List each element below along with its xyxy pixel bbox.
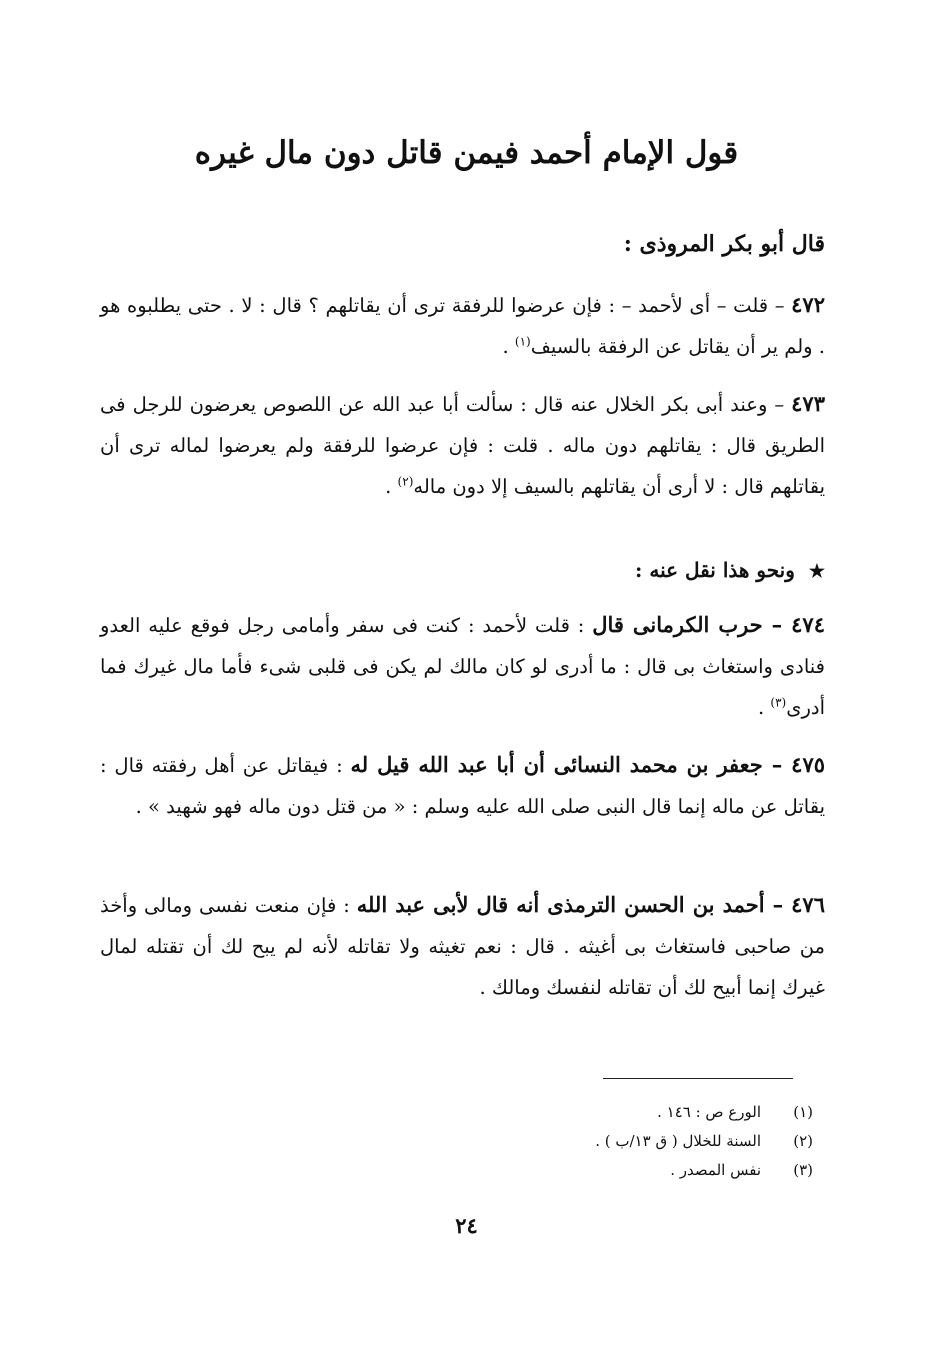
footnotes	[595, 1098, 813, 1185]
page-number: ٢٤	[455, 1213, 478, 1238]
note-line	[635, 550, 825, 592]
paragraph-472	[100, 284, 825, 367]
star-icon: ★	[808, 561, 825, 582]
paragraph-474	[100, 604, 825, 728]
paragraph-number: ٤٧٥	[791, 752, 826, 777]
footnote-mark: (١)	[793, 1103, 813, 1121]
paragraph-text: : فإن منعت نفسى ومالى وأخذ من صاحبى فاستغاث بى أغيثه . قال : نعم تغيثه ولا تقاتله لأنه لم يبح لك أن تقتله لمال غيرك إنما أبيح لك أن تقاتله لنفسك ومالك .	[100, 894, 825, 999]
footnote-ref: (٢)	[397, 474, 414, 489]
paragraph-475	[100, 744, 825, 827]
paragraph-number: ٤٧٣	[791, 391, 825, 416]
paragraph-lead: – جعفر بن محمد النسائى أن أبا عبد الله قيل له	[350, 752, 792, 777]
footnote-item	[595, 1098, 813, 1127]
footnote-mark: (٣)	[793, 1161, 813, 1179]
paragraph-476	[100, 884, 825, 1008]
paragraph-tail: .	[502, 335, 515, 358]
paragraph-tail: .	[385, 475, 398, 498]
paragraph-lead: – حرب الكرمانى قال	[592, 612, 792, 637]
footnote-ref: (٣)	[770, 695, 787, 710]
paragraph-number: ٤٧٢	[791, 292, 825, 317]
page-title: قول الإمام أحمد فيمن قاتل دون مال غيره	[194, 135, 739, 171]
footnote-item	[595, 1156, 813, 1185]
footnote-text: الورع ص : ١٤٦ .	[657, 1103, 761, 1121]
paragraph-text: – قلت – أى لأحمد – : فإن عرضوا للرفقة ترى أن يقاتلهم ؟ قال : لا . حتى يطلبوه هو . ولم ير أن يقاتل عن الرفقة بالسيف	[100, 294, 825, 358]
note-text: ونحو هذا نقل عنه :	[635, 558, 795, 582]
footnote-text: نفس المصدر .	[670, 1161, 761, 1179]
footnote-separator	[603, 1078, 793, 1079]
intro-line: قال أبو بكر المروذى :	[623, 231, 825, 257]
paragraph-text: : فيقاتل عن أهل رفقته قال : يقاتل عن ماله إنما قال النبى صلى الله عليه وسلم : « من قتل دون ماله فهو شهيد » .	[100, 754, 825, 818]
footnote-text: السنة للخلال ( ق ١٣/ب ) .	[595, 1132, 761, 1150]
paragraph-tail: .	[757, 696, 771, 719]
paragraph-text: : قلت لأحمد : كنت فى سفر وأمامى رجل فوقع عليه العدو فنادى واستغاث بى قال : ما أدرى لو كان مالك لم يكن فى قلبى شىء فأما مال غيرك فما أدرى	[100, 614, 825, 719]
paragraph-473	[100, 383, 825, 507]
paragraph-text: – وعند أبى بكر الخلال عنه قال : سألت أبا عبد الله عن اللصوص يعرضون للرجل فى الطريق قال : يقاتلهم دون ماله . قلت : فإن عرضوا للرفقة ولم يعرضوا لماله ترى أن يقاتلهم قال : لا أرى أن يقاتلهم بالسيف إلا دون ماله	[100, 393, 825, 498]
footnote-ref: (١)	[514, 334, 531, 349]
footnote-item	[595, 1127, 813, 1156]
paragraph-number: ٤٧٦	[791, 892, 825, 917]
footnote-mark: (٢)	[793, 1132, 813, 1150]
paragraph-number: ٤٧٤	[791, 612, 825, 637]
paragraph-lead: – أحمد بن الحسن الترمذى أنه قال لأبى عبد الله	[356, 892, 792, 917]
